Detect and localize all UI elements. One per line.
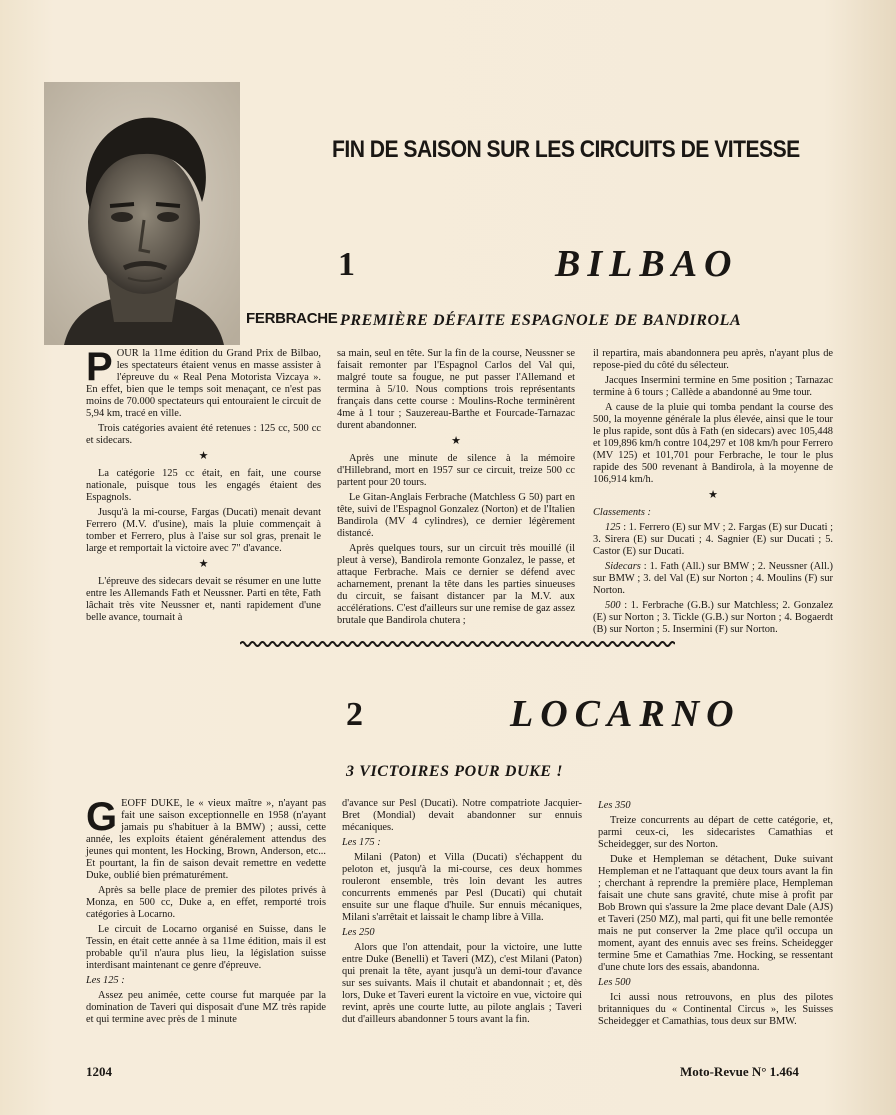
paragraph: Trois catégories avaient été retenues : 125 cc, 500 cc et sidecars.	[86, 423, 321, 446]
results-category: Sidecars	[605, 561, 641, 572]
category-label: Les 125 :	[86, 975, 125, 986]
magazine-issue: Moto-Revue N° 1.464	[680, 1064, 799, 1079]
classements-label: Classements :	[593, 507, 652, 518]
section2-column-2	[342, 798, 582, 1029]
results-text: : 1. Ferrero (E) sur MV ; 2. Fargas (E) sur Ducati ; 3. Sirera (E) sur Ducati ; 4. Sagnier (E) sur Ducati ; 5. Castor (E) sur Ducati.	[593, 522, 833, 557]
paragraph: A cause de la pluie qui tomba pendant la course des 500, la moyenne générale la plus élevée, ainsi que le tour le plus rapide, sont dûs à Fath (en sidecars) avec 105,448 et 109,896 km/h contre 104,297 et 108 km/h pour Ferrero (MV 125) et 101,701 pour Ferbrache, le tour le plus rapide des 500 revenant à Bandirola, à la moyenne de 106,914 km/h.	[593, 402, 833, 485]
section1-number: 1	[338, 246, 355, 283]
star-separator: ★	[708, 489, 718, 501]
paragraph: Jacques Insermini termine en 5me position ; Tarnazac termine à 6 tours ; Callède a abandonné au 9me tour.	[593, 375, 833, 398]
section2-title: LOCARNO	[510, 693, 741, 735]
paragraph: Le circuit de Locarno organisé en Suisse, dans le Tessin, en était cette année à sa 11me édition, mais il est probable qu'il n'aura plus lieu, la législation suisse interdisant maintenant ce genre d'épreuve.	[86, 924, 326, 971]
section1-column-1	[86, 345, 321, 627]
paragraph: Le Gitan-Anglais Ferbrache (Matchless G 50) part en tête, suivi de l'Espagnol Gonzalez (Norton) et de l'Italien Bandirola (MV 4 cylindres), ce dernier légèrement distancé.	[337, 492, 575, 539]
section1-title: BILBAO	[555, 243, 739, 285]
paragraph: EOFF DUKE, le « vieux maître », n'ayant pas fait une saison exceptionnelle en 1958 (n'ayant jamais pu s'habituer à la BMW) ; aussi, cette année, les exploits étaient généralement attendus des jeunes qui montent, les Hocking, Brown, Anderson, etc... Et pourtant, la fin de saison devait remettre en vedette Duke, oublié bien prématurément.	[86, 798, 326, 881]
results-category: 125	[605, 522, 621, 533]
results-category: 500	[605, 600, 621, 611]
paragraph: Treize concurrents au départ de cette catégorie, et, parmi ceux-ci, les sidecaristes Camathias et Scheidegger, sur des Norton.	[598, 815, 833, 850]
section1-subtitle: PREMIÈRE DÉFAITE ESPAGNOLE DE BANDIROLA	[340, 312, 742, 329]
category-label: Les 350	[598, 800, 631, 811]
section1-column-2	[337, 348, 575, 630]
paragraph: Milani (Paton) et Villa (Ducati) s'échappent du peloton et, jusqu'à la mi-course, ces deux hommes rouleront ensemble, très loin devant les autres concurrents emmenés par Pesl (Ducati) qui chutait ensuite sur une flaque d'huile. Sur ennuis mécaniques, Milani s'arrêtait et laissait le champ libre à Villa.	[342, 852, 582, 923]
category-label: Les 175 :	[342, 837, 381, 848]
paragraph: Assez peu animée, cette course fut marquée par la domination de Taveri qui disposait d'une MZ très rapide et qui termine avec près de 1 minute	[86, 990, 326, 1025]
category-label: Les 250	[342, 927, 375, 938]
section1-column-3	[593, 348, 833, 639]
dropcap: G	[86, 795, 118, 839]
star-separator: ★	[198, 450, 209, 462]
section2-column-1	[86, 795, 326, 1029]
section2-subtitle: 3 VICTOIRES POUR DUKE !	[346, 763, 564, 780]
paragraph: Duke et Hempleman se détachent, Duke suivant Hempleman et ne l'attaquant que deux tours avant la fin ; cherchant à reprendre la première place, Hempleman faisait une chute sans gravité, chute mise à profit par Bob Brown qui s'assure la 2me place devant Dale (AJS) et Taveri (250 MZ), mal parti, qui fit une belle remontée mais ne put conserver la 2me place qu'il occupa un moment, ayant des ennuis avec ses freins. Scheidegger termine 5me et Camathias 7me. Hocking, se ressentant d'une chute lors des essais, abandonna.	[598, 854, 833, 973]
wavy-divider	[240, 640, 675, 648]
star-separator: ★	[198, 558, 209, 570]
paragraph: Ici aussi nous retrouvons, en plus des pilotes britanniques du « Continental Circus », les Suisses Scheidegger et Camathias, tous deux sur BMW.	[598, 992, 833, 1027]
results-text: : 1. Ferbrache (G.B.) sur Matchless; 2. Gonzalez (E) sur Norton ; 3. Tickle (G.B.) sur Norton ; 4. Bogaerdt (B) sur Norton ; 5. Insermini (F) sur Norton.	[593, 600, 833, 635]
portrait-photo	[44, 82, 240, 345]
paragraph: Après quelques tours, sur un circuit très mouillé (il pleut à verse), Bandirola remonte Gonzalez, le passe, et attaque Ferbrache. Mais ce dernier se défend avec acharnement, prenant la tête dans les parties sinueuses du circuit, se faisant distancer par la M.V. aux accélérations. C'est d'ailleurs sur une remise de gaz assez brutale que Bandirola chutera ;	[337, 543, 575, 626]
page-headline: FIN DE SAISON SUR LES CIRCUITS DE VITESSE	[332, 136, 800, 163]
photo-caption: FERBRACHE	[246, 310, 338, 327]
section2-number: 2	[346, 696, 363, 733]
paragraph: Après une minute de silence à la mémoire d'Hillebrand, mort en 1957 sur ce circuit, treize 500 cc partent pour 20 tours.	[337, 453, 575, 488]
paragraph: d'avance sur Pesl (Ducati). Notre compatriote Jacquier-Bret (Mondial) devait abandonner sur ennuis mécaniques.	[342, 798, 582, 833]
paragraph: L'épreuve des sidecars devait se résumer en une lutte entre les Allemands Fath et Neussner. Parti en tête, Fath lâchait très vite Neussner et, nanti rapidement d'une belle avance, tournait à	[86, 576, 321, 623]
paragraph: Alors que l'on attendait, pour la victoire, une lutte entre Duke (Benelli) et Taveri (MZ), c'est Milani (Paton) qui prenait la tête, ayant jusqu'à un demi-tour d'avance sur ses suivants. Mais il chutait et abandonnait ; et, dès lors, Duke et Taveri eurent la victoire en vue, victoire qui revint, après une courte lutte, au pilote anglais ; Taveri dut d'ailleurs abandonner 5 tours avant la fin.	[342, 942, 582, 1025]
paragraph: Jusqu'à la mi-course, Fargas (Ducati) menait devant Ferrero (M.V. d'usine), mais la pluie commençait à tomber et Ferrero, plus à l'aise sur sol gras, prenait le large et remportait la victoire avec 7" d'avance.	[86, 507, 321, 554]
paragraph: il repartira, mais abandonnera peu après, n'ayant plus de repose-pied du côté du sélecteur.	[593, 348, 833, 371]
star-separator: ★	[451, 435, 461, 447]
page-number: 1204	[86, 1064, 112, 1079]
paragraph: sa main, seul en tête. Sur la fin de la course, Neussner se faisait remonter par l'Espagnol Carlos del Val qui, malgré toute sa fougue, ne put passer l'Allemand et termina à 5/10. Nous comptions trois représentants français dans cette course : Moulins-Roche terminèrent 4me à 1 tour ; Sauzereau-Barthe et Fourcade-Tarnazac durent abandonner.	[337, 348, 575, 431]
section2-column-3	[598, 798, 833, 1031]
dropcap: P	[86, 345, 113, 389]
paragraph: La catégorie 125 cc était, en fait, une course nationale, puisque tous les engagés étaient des Espagnols.	[86, 468, 321, 503]
results-text: : 1. Fath (All.) sur BMW ; 2. Neussner (All.) sur BMW ; 3. del Val (E) sur Norton ; 4. Moulins (F) sur Norton.	[593, 561, 833, 596]
paragraph: OUR la 11me édition du Grand Prix de Bilbao, les spectateurs étaient venus en masse assister à l'épreuve du « Real Pena Motorista Vizcaya ». En effet, bien que le temps soit menaçant, ce n'est pas moins de 70.000 spectateurs qui entouraient le circuit de 5,94 km, tracé en ville.	[86, 348, 321, 419]
category-label: Les 500	[598, 977, 631, 988]
paragraph: Après sa belle place de premier des pilotes privés à Monza, en 500 cc, Duke a, en effet, remporté trois catégories à Locarno.	[86, 885, 326, 920]
